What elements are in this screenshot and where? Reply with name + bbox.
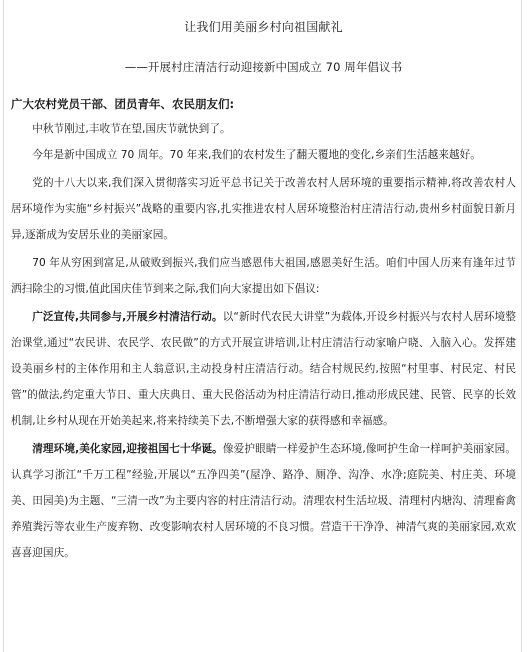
page-margin-line-left: [3, 0, 4, 652]
paragraph-4-text: 70 年从穷困到富足,从破败到振兴,我们应当感恩伟大祖国,感恩美好生活。咱们中国人历来有逢年过节洒扫除尘的习惯,值此国庆佳节到来之际,我们向大家提出如下倡议:: [11, 257, 516, 295]
paragraph-3: [11, 170, 516, 248]
paragraph-5-lead: 广泛宣传,共同参与,开展乡村清洁行动。: [32, 311, 223, 323]
paragraph-1-text: 中秋节刚过,丰收节在望,国庆节就快到了。: [32, 123, 231, 135]
page-margin-line-right: [521, 0, 522, 652]
paragraph-2: [11, 142, 516, 168]
paragraph-2-text: 今年是新中国成立 70 周年。70 年来,我们的农村发生了翻天覆地的变化,乡亲们生活越来越好。: [32, 149, 481, 161]
document-body: [11, 17, 516, 566]
paragraph-6: [11, 436, 516, 566]
document-title: 让我们用美丽乡村向祖国献礼: [184, 20, 343, 34]
paragraph-4: [11, 250, 516, 302]
paragraph-5-text: 以“新时代农民大讲堂”为载体,开设乡村振兴与农村人居环境整治课堂,通过“农民讲、农民学、农民做”的方式开展宣讲培训,让村庄清洁行动家喻户晓、入脑入心。发挥建设美丽乡村的主体作用和主人翁意识,主动投身村庄清洁行动。结合村规民约,按照“村里事、村民定、村民管”的做法,约定重大节日、重大庆典日、重大民俗活动为村庄清洁行动日,推动形成民建、民管、民享的长效机制,让乡村从现在开始美起来,将来持续美下去,不断增强大家的获得感和幸福感。: [11, 311, 516, 427]
document-subtitle: ——开展村庄清洁行动迎接新中国成立 70 周年倡议书: [124, 60, 403, 74]
paragraph-5: [11, 304, 516, 434]
paragraph-6-text: 像爱护眼睛一样爱护生态环境,像呵护生命一样呵护美丽家园。认真学习浙江“千万工程”经验,开展以“五净四美”(屋净、路净、厕净、沟净、水净;庭院美、村庄美、环境美、田园美)为主题、“三清一改”为主要内容的村庄清洁行动。清理农村生活垃圾、清理村内塘沟、清理畜禽养殖粪污等农业生产废弃物、改变影响农村人居环境的不良习惯。营造干干净净、神清气爽的美丽家园,欢欢喜喜迎国庆。: [11, 443, 517, 559]
paragraph-1: [11, 116, 516, 142]
document-greeting: 广大农村党员干部、团员青年、农民朋友们:: [11, 97, 235, 111]
paragraph-3-text: 党的十八大以来,我们深入贯彻落实习近平总书记关于改善农村人居环境的重要指示精神,将改善农村人居环境作为实施“乡村振兴”战略的重要内容,扎实推进农村人居环境整治村庄清洁行动,贵州乡村面貌日新月异,逐渐成为安居乐业的美丽家园。: [11, 177, 516, 241]
paragraph-6-lead: 清理环境,美化家园,迎接祖国七十华诞。: [32, 443, 223, 455]
